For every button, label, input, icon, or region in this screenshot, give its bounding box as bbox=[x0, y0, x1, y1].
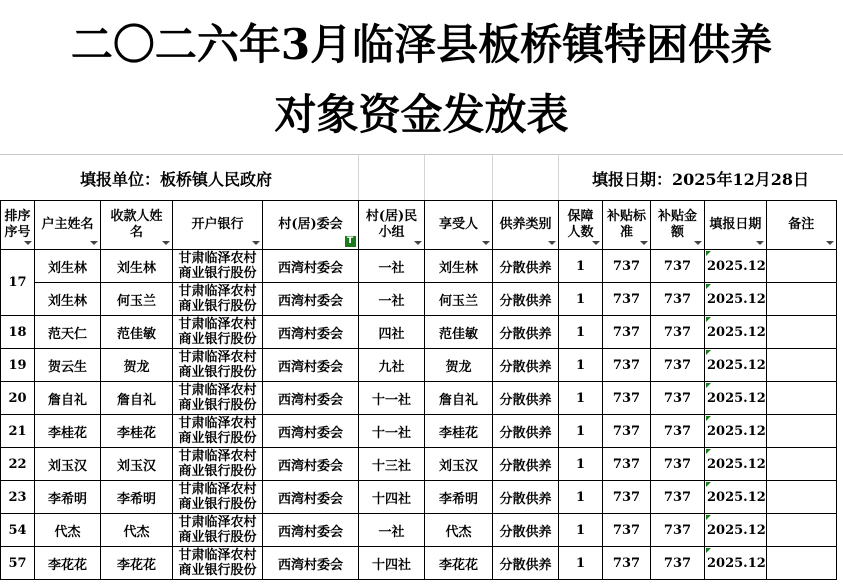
cell-head[interactable]: 范天仁 bbox=[35, 316, 101, 349]
cell-payee[interactable]: 何玉兰 bbox=[101, 283, 173, 316]
header-group[interactable] bbox=[359, 201, 425, 250]
header-text: 收款人姓 bbox=[110, 209, 163, 224]
header-text: 供养类别 bbox=[499, 217, 552, 232]
cell-date[interactable]: 2025.12 bbox=[705, 448, 767, 481]
cell-amt[interactable]: 737 bbox=[651, 250, 705, 283]
cell-group[interactable]: 一社 bbox=[359, 514, 425, 547]
table-body bbox=[1, 250, 837, 580]
cell-bank[interactable] bbox=[173, 415, 263, 448]
cell-note[interactable] bbox=[766, 316, 836, 349]
cell-date[interactable]: 2025.12 bbox=[705, 382, 767, 415]
cell-bank[interactable] bbox=[173, 547, 263, 580]
cell-note[interactable] bbox=[766, 514, 836, 547]
cell-person[interactable]: 何玉兰 bbox=[425, 283, 493, 316]
cell-note[interactable] bbox=[766, 382, 836, 415]
cell-type[interactable]: 分散供养 bbox=[493, 547, 559, 580]
cell-num[interactable]: 1 bbox=[559, 547, 603, 580]
header-text: 户主姓名 bbox=[41, 217, 94, 232]
bank-line: 商业银行股份 bbox=[178, 299, 257, 314]
cell-payee[interactable]: 代杰 bbox=[101, 514, 173, 547]
cell-seq[interactable]: 54 bbox=[1, 514, 35, 547]
cell-group[interactable]: 一社 bbox=[359, 283, 425, 316]
cell-note[interactable] bbox=[766, 481, 836, 514]
cell-payee[interactable]: 范佳敏 bbox=[101, 316, 173, 349]
cell-payee[interactable]: 詹自礼 bbox=[101, 382, 173, 415]
cell-note[interactable] bbox=[766, 547, 836, 580]
cell-note[interactable] bbox=[766, 448, 836, 481]
cell-payee[interactable]: 贺龙 bbox=[101, 349, 173, 382]
filter-dropdown-icon[interactable] bbox=[825, 238, 834, 247]
header-village[interactable] bbox=[263, 201, 359, 250]
bank-line: 商业银行股份 bbox=[178, 431, 257, 446]
header-row bbox=[1, 201, 837, 250]
bank-line: 甘肃临泽农村 bbox=[178, 251, 257, 266]
cell-seq[interactable]: 18 bbox=[1, 316, 35, 349]
title-line-2: 对象资金发放表 bbox=[274, 90, 569, 139]
cell-date[interactable]: 2025.12 bbox=[705, 316, 767, 349]
bank-line: 商业银行股份 bbox=[178, 563, 257, 578]
bank-line: 甘肃临泽农村 bbox=[178, 515, 257, 530]
grid-divider bbox=[558, 155, 559, 201]
cell-group[interactable]: 十一社 bbox=[359, 415, 425, 448]
bank-line: 商业银行股份 bbox=[178, 365, 257, 380]
cell-note[interactable] bbox=[766, 349, 836, 382]
bank-line: 甘肃临泽农村 bbox=[178, 317, 257, 332]
cell-num[interactable]: 1 bbox=[559, 448, 603, 481]
cell-village[interactable]: 西湾村委会 bbox=[263, 448, 359, 481]
cell-group[interactable]: 十四社 bbox=[359, 547, 425, 580]
header-text: 人数 bbox=[567, 225, 594, 240]
cell-village[interactable]: 西湾村委会 bbox=[263, 283, 359, 316]
cell-date[interactable]: 2025.12 bbox=[705, 250, 767, 283]
cell-type[interactable]: 分散供养 bbox=[493, 349, 559, 382]
cell-std[interactable]: 737 bbox=[603, 415, 651, 448]
table-row[interactable] bbox=[1, 481, 837, 514]
table-row[interactable] bbox=[1, 415, 837, 448]
grid-divider bbox=[424, 155, 425, 201]
cell-amt[interactable]: 737 bbox=[651, 415, 705, 448]
header-text: 序号 bbox=[4, 225, 31, 240]
cell-village[interactable]: 西湾村委会 bbox=[263, 382, 359, 415]
bank-line: 甘肃临泽农村 bbox=[178, 383, 257, 398]
cell-head[interactable]: 刘生林 bbox=[35, 283, 101, 316]
bank-line: 甘肃临泽农村 bbox=[178, 449, 257, 464]
cell-seq[interactable]: 57 bbox=[1, 547, 35, 580]
document-title bbox=[0, 0, 843, 152]
cell-person[interactable]: 李桂花 bbox=[425, 415, 493, 448]
cell-type[interactable]: 分散供养 bbox=[493, 316, 559, 349]
filter-dropdown-icon[interactable] bbox=[755, 238, 764, 247]
bank-line: 商业银行股份 bbox=[178, 530, 257, 545]
cell-head[interactable]: 代杰 bbox=[35, 514, 101, 547]
cell-village[interactable]: 西湾村委会 bbox=[263, 547, 359, 580]
cell-seq[interactable]: 21 bbox=[1, 415, 35, 448]
cell-group[interactable]: 一社 bbox=[359, 250, 425, 283]
cell-payee[interactable]: 李桂花 bbox=[101, 415, 173, 448]
cell-amt[interactable]: 737 bbox=[651, 316, 705, 349]
header-text: 补贴金 bbox=[657, 209, 697, 224]
cell-seq[interactable]: 19 bbox=[1, 349, 35, 382]
table-row[interactable] bbox=[1, 283, 837, 316]
cell-date[interactable]: 2025.12 bbox=[705, 481, 767, 514]
table-row[interactable] bbox=[1, 514, 837, 547]
cell-person[interactable]: 范佳敏 bbox=[425, 316, 493, 349]
filter-dropdown-icon[interactable] bbox=[481, 238, 490, 247]
cell-payee[interactable]: 李花花 bbox=[101, 547, 173, 580]
cell-type[interactable]: 分散供养 bbox=[493, 514, 559, 547]
header-text: 排序 bbox=[4, 209, 31, 224]
cell-seq[interactable]: 20 bbox=[1, 382, 35, 415]
header-text: 额 bbox=[670, 225, 684, 240]
cell-num[interactable]: 1 bbox=[559, 316, 603, 349]
cell-head[interactable]: 贺云生 bbox=[35, 349, 101, 382]
cell-person[interactable]: 贺龙 bbox=[425, 349, 493, 382]
cell-date[interactable]: 2025.12 bbox=[705, 283, 767, 316]
table-row[interactable] bbox=[1, 382, 837, 415]
cell-type[interactable]: 分散供养 bbox=[493, 382, 559, 415]
cell-std[interactable]: 737 bbox=[603, 283, 651, 316]
grid-divider bbox=[358, 155, 359, 201]
cell-std[interactable]: 737 bbox=[603, 382, 651, 415]
cell-group[interactable]: 十一社 bbox=[359, 382, 425, 415]
header-text: 村(居)委会 bbox=[278, 217, 343, 232]
info-row bbox=[0, 154, 843, 201]
title-line-1: 二〇二六年3月临泽县板桥镇特困供养 bbox=[70, 20, 773, 69]
bank-line: 商业银行股份 bbox=[178, 464, 257, 479]
cell-person[interactable]: 代杰 bbox=[425, 514, 493, 547]
header-date[interactable] bbox=[705, 201, 767, 250]
cell-head[interactable]: 李桂花 bbox=[35, 415, 101, 448]
table-row[interactable] bbox=[1, 316, 837, 349]
table-row[interactable] bbox=[1, 250, 837, 283]
cell-group[interactable]: 九社 bbox=[359, 349, 425, 382]
bank-line: 商业银行股份 bbox=[178, 398, 257, 413]
bank-line: 甘肃临泽农村 bbox=[178, 416, 257, 431]
bank-line: 甘肃临泽农村 bbox=[178, 350, 257, 365]
header-head[interactable] bbox=[35, 201, 101, 250]
bank-line: 甘肃临泽农村 bbox=[178, 284, 257, 299]
cell-head[interactable]: 李花花 bbox=[35, 547, 101, 580]
filter-dropdown-icon[interactable] bbox=[89, 238, 98, 247]
bank-line: 商业银行股份 bbox=[178, 332, 257, 347]
cell-amt[interactable]: 737 bbox=[651, 283, 705, 316]
cell-village[interactable]: 西湾村委会 bbox=[263, 316, 359, 349]
header-payee[interactable] bbox=[101, 201, 173, 250]
header-person[interactable] bbox=[425, 201, 493, 250]
header-text: 村(居)民 bbox=[365, 209, 418, 224]
header-type[interactable] bbox=[493, 201, 559, 250]
cell-person[interactable]: 刘生林 bbox=[425, 250, 493, 283]
cell-person[interactable]: 李花花 bbox=[425, 547, 493, 580]
cell-num[interactable]: 1 bbox=[559, 415, 603, 448]
header-seq[interactable] bbox=[1, 201, 35, 250]
cell-num[interactable]: 1 bbox=[559, 481, 603, 514]
cell-std[interactable]: 737 bbox=[603, 514, 651, 547]
cell-std[interactable]: 737 bbox=[603, 349, 651, 382]
cell-bank[interactable] bbox=[173, 382, 263, 415]
bank-line: 商业银行股份 bbox=[178, 497, 257, 512]
cell-person[interactable]: 李希明 bbox=[425, 481, 493, 514]
table-row[interactable] bbox=[1, 448, 837, 481]
cell-group[interactable]: 四社 bbox=[359, 316, 425, 349]
cell-payee[interactable]: 刘生林 bbox=[101, 250, 173, 283]
cell-head[interactable]: 刘生林 bbox=[35, 250, 101, 283]
bank-line: 商业银行股份 bbox=[178, 266, 257, 281]
cell-group[interactable]: 十三社 bbox=[359, 448, 425, 481]
cell-payee[interactable]: 李希明 bbox=[101, 481, 173, 514]
cell-num[interactable]: 1 bbox=[559, 250, 603, 283]
cell-bank[interactable] bbox=[173, 448, 263, 481]
cell-person[interactable]: 詹自礼 bbox=[425, 382, 493, 415]
header-people[interactable] bbox=[559, 201, 603, 250]
cell-bank[interactable] bbox=[173, 250, 263, 283]
cell-amt[interactable]: 737 bbox=[651, 349, 705, 382]
header-text: 小组 bbox=[378, 225, 405, 240]
filter-dropdown-icon[interactable] bbox=[413, 238, 422, 247]
filter-dropdown-icon[interactable] bbox=[693, 238, 702, 247]
cell-date[interactable]: 2025.12 bbox=[705, 349, 767, 382]
cell-village[interactable]: 西湾村委会 bbox=[263, 349, 359, 382]
cell-type[interactable]: 分散供养 bbox=[493, 250, 559, 283]
cell-date[interactable]: 2025.12 bbox=[705, 415, 767, 448]
cell-num[interactable]: 1 bbox=[559, 283, 603, 316]
cell-bank[interactable] bbox=[173, 481, 263, 514]
cell-type[interactable]: 分散供养 bbox=[493, 481, 559, 514]
cell-village[interactable]: 西湾村委会 bbox=[263, 481, 359, 514]
cell-type[interactable]: 分散供养 bbox=[493, 283, 559, 316]
cell-num[interactable]: 1 bbox=[559, 382, 603, 415]
bank-line: 甘肃临泽农村 bbox=[178, 548, 257, 563]
header-text: 名 bbox=[129, 225, 143, 240]
header-bank[interactable] bbox=[173, 201, 263, 250]
filter-dropdown-icon[interactable] bbox=[639, 238, 648, 247]
header-text: 开户银行 bbox=[191, 217, 244, 232]
cell-amt[interactable]: 737 bbox=[651, 547, 705, 580]
cell-std[interactable]: 737 bbox=[603, 448, 651, 481]
cell-payee[interactable]: 刘玉汉 bbox=[101, 448, 173, 481]
grid-divider bbox=[492, 155, 493, 201]
fill-unit: 填报单位：板桥镇人民政府 bbox=[80, 170, 273, 189]
fill-date: 填报日期：2025年12月28日 bbox=[592, 170, 810, 189]
fund-table bbox=[0, 200, 837, 580]
cell-bank[interactable] bbox=[173, 349, 263, 382]
cell-seq[interactable]: 17 bbox=[1, 250, 35, 316]
header-note[interactable] bbox=[766, 201, 836, 250]
header-amt[interactable] bbox=[651, 201, 705, 250]
cell-head[interactable]: 刘玉汉 bbox=[35, 448, 101, 481]
cell-note[interactable] bbox=[766, 415, 836, 448]
filter-dropdown-icon[interactable] bbox=[591, 238, 600, 247]
cell-bank[interactable] bbox=[173, 316, 263, 349]
cell-type[interactable]: 分散供养 bbox=[493, 415, 559, 448]
cell-std[interactable]: 737 bbox=[603, 481, 651, 514]
cell-seq[interactable]: 23 bbox=[1, 481, 35, 514]
header-text: 享受人 bbox=[438, 217, 478, 232]
table-row[interactable] bbox=[1, 349, 837, 382]
cell-seq[interactable]: 22 bbox=[1, 448, 35, 481]
cell-num[interactable]: 1 bbox=[559, 349, 603, 382]
cell-head[interactable]: 詹自礼 bbox=[35, 382, 101, 415]
cell-std[interactable]: 737 bbox=[603, 250, 651, 283]
cell-amt[interactable]: 737 bbox=[651, 514, 705, 547]
bank-line: 甘肃临泽农村 bbox=[178, 482, 257, 497]
table-row[interactable] bbox=[1, 547, 837, 580]
cell-bank[interactable] bbox=[173, 514, 263, 547]
filter-dropdown-icon[interactable] bbox=[251, 238, 260, 247]
filter-active-icon[interactable] bbox=[345, 236, 356, 247]
cell-bank[interactable] bbox=[173, 283, 263, 316]
filter-dropdown-icon[interactable] bbox=[23, 238, 32, 247]
cell-village[interactable]: 西湾村委会 bbox=[263, 250, 359, 283]
cell-std[interactable]: 737 bbox=[603, 547, 651, 580]
cell-num[interactable]: 1 bbox=[559, 514, 603, 547]
cell-village[interactable]: 西湾村委会 bbox=[263, 514, 359, 547]
cell-amt[interactable]: 737 bbox=[651, 481, 705, 514]
header-text: 补贴标 bbox=[606, 209, 646, 224]
cell-head[interactable]: 李希明 bbox=[35, 481, 101, 514]
header-std[interactable] bbox=[603, 201, 651, 250]
cell-date[interactable]: 2025.12 bbox=[705, 514, 767, 547]
cell-type[interactable]: 分散供养 bbox=[493, 448, 559, 481]
header-text: 准 bbox=[619, 225, 633, 240]
header-text: 保障 bbox=[567, 209, 594, 224]
cell-amt[interactable]: 737 bbox=[651, 382, 705, 415]
cell-amt[interactable]: 737 bbox=[651, 448, 705, 481]
cell-person[interactable]: 刘玉汉 bbox=[425, 448, 493, 481]
filter-dropdown-icon[interactable] bbox=[547, 238, 556, 247]
filter-dropdown-icon[interactable] bbox=[161, 238, 170, 247]
cell-note[interactable] bbox=[766, 283, 836, 316]
header-text: 填报日期 bbox=[709, 217, 762, 232]
header-text: 备注 bbox=[788, 217, 815, 232]
cell-group[interactable]: 十四社 bbox=[359, 481, 425, 514]
cell-village[interactable]: 西湾村委会 bbox=[263, 415, 359, 448]
cell-std[interactable]: 737 bbox=[603, 316, 651, 349]
cell-note[interactable] bbox=[766, 250, 836, 283]
cell-date[interactable]: 2025.12 bbox=[705, 547, 767, 580]
